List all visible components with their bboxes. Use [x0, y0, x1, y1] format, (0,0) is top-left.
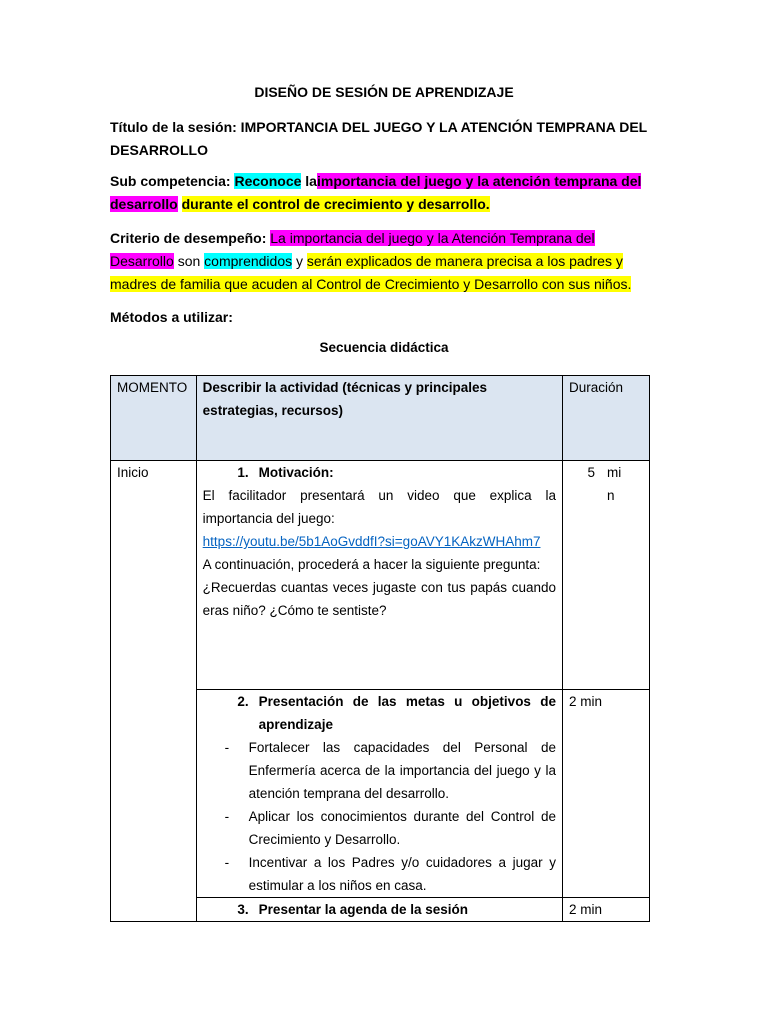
criterio-y: y: [296, 253, 303, 269]
list-item: [203, 736, 556, 805]
table-header-row: [111, 376, 650, 461]
header-actividad: Describir la actividad (técnicas y principales estrategias, recursos): [196, 376, 562, 461]
step1-text2: A continuación, procederá a hacer la siguiente pregunta:: [202, 557, 541, 572]
session-title-value: IMPORTANCIA DEL JUEGO Y LA ATENCIÓN TEMPRANA DEL DESARROLLO: [110, 119, 647, 158]
step1-text1: El facilitador presentará un video que explica la importancia del juego:: [202, 488, 556, 526]
document-title: DISEÑO DE SESIÓN DE APRENDIZAJE: [254, 84, 514, 100]
bullet-mark: -: [224, 740, 230, 755]
step2-duration: 2 min: [562, 690, 649, 898]
criterio-label: Criterio de desempeño:: [110, 230, 267, 246]
momento-inicio: Inicio: [111, 461, 197, 922]
subcomp-object: importancia del juego y la atención temprana del desarrollo: [110, 173, 642, 212]
step2-number: 2.: [237, 694, 249, 709]
video-link[interactable]: https://youtu.be/5b1AoGvddfI?si=goAVY1KAkzWHAhm7: [202, 534, 541, 549]
step3-heading: [203, 898, 556, 921]
step2-title: Presentación de las metas u objetivos de aprendizaje: [258, 694, 556, 732]
step1-duration-num: 5: [587, 465, 595, 480]
objective-1: Fortalecer las capacidades del Personal de Enfermería acerca de la importancia del juego y la atención temprana del desarrollo.: [248, 740, 556, 801]
step1-question: ¿Recuerdas cuantas veces jugaste con tus papás cuando eras niño? ¿Cómo te sentiste?: [202, 580, 556, 618]
criterio-verb: comprendidos: [204, 253, 293, 269]
header-duracion: Duración: [562, 376, 649, 461]
objective-2: Aplicar los conocimientos durante del Control de Crecimiento y Desarrollo.: [248, 809, 556, 847]
step1-heading: [203, 461, 556, 484]
list-item: [203, 851, 556, 897]
criterio-object: La importancia del juego y la Atención Temprana del Desarrollo: [110, 230, 595, 269]
criterio-desempeno: [110, 227, 655, 296]
sub-competencia: [110, 170, 655, 216]
step1-number: 1.: [237, 465, 249, 480]
step2-heading: [203, 690, 556, 736]
step3-number: 3.: [237, 902, 249, 917]
session-title: [110, 116, 655, 162]
session-title-label: Título de la sesión:: [110, 119, 237, 135]
subcomp-condition: durante el control de crecimiento y desarrollo.: [181, 196, 490, 212]
step1-duration-unit-a: mi: [607, 465, 622, 480]
step1-duration-unit-b: n: [607, 488, 615, 503]
bullet-mark: -: [224, 809, 230, 824]
step3-title: Presentar la agenda de la sesión: [258, 902, 469, 917]
header-momento: MOMENTO: [111, 376, 197, 461]
list-item: [203, 805, 556, 851]
metodos-label: Métodos a utilizar:: [110, 309, 233, 325]
step3-duration: 2 min: [562, 898, 649, 922]
bullet-mark: -: [224, 855, 230, 870]
step1-title: Motivación:: [258, 465, 334, 480]
subcomp-article: la: [305, 173, 317, 189]
secuencia-table: [110, 375, 650, 922]
subcomp-verb: Reconoce: [234, 173, 302, 189]
subcomp-label: Sub competencia:: [110, 173, 231, 189]
table-row: [111, 461, 650, 690]
criterio-son: son: [177, 253, 201, 269]
step1-cell: [196, 461, 562, 690]
step2-cell: [196, 690, 562, 898]
criterio-condition: serán explicados de manera precisa a los padres y madres de familia que acuden al Control de Crecimiento y Desarrollo con sus niños.: [110, 253, 632, 292]
objective-3: Incentivar a los Padres y/o cuidadores a jugar y estimular a los niños en casa.: [248, 855, 556, 893]
step1-duration: [562, 461, 649, 690]
step3-cell: [196, 898, 562, 922]
secuencia-title: Secuencia didáctica: [319, 340, 449, 355]
